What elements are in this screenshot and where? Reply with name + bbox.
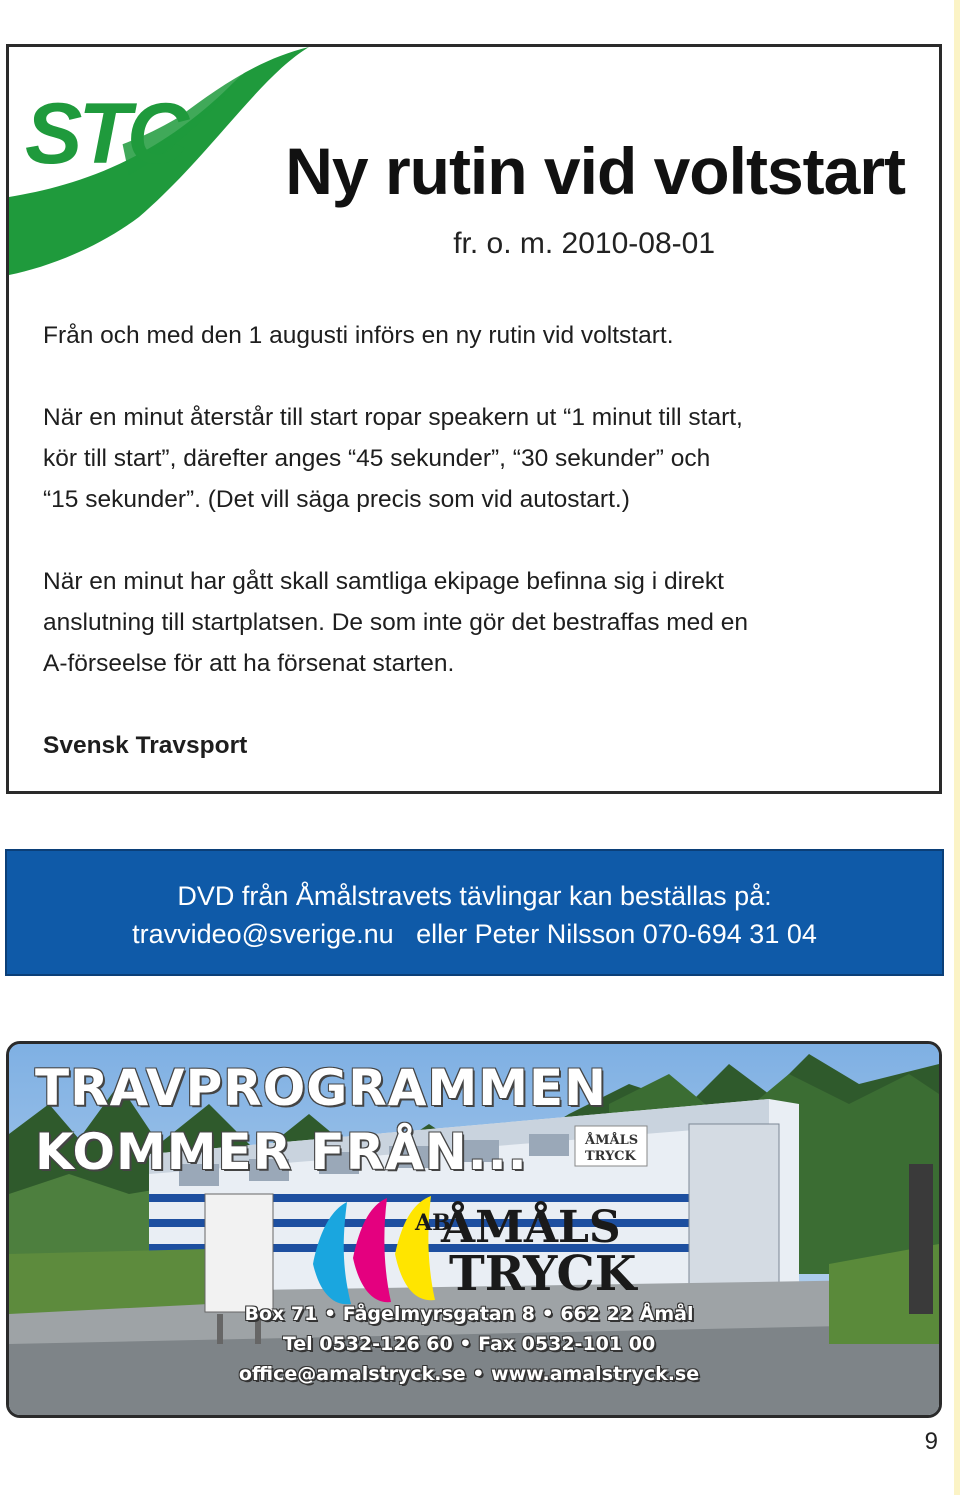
notice-body — [43, 315, 923, 766]
ad-email-web: office@amalstryck.se • www.amalstryck.se — [238, 1363, 700, 1385]
dvd-line-1: DVD från Åmålstravets tävlingar kan beställas på: — [177, 881, 772, 911]
paragraph-intro: Från och med den 1 augusti införs en ny rutin vid voltstart. — [43, 322, 674, 349]
ad-address: Box 71 • Fågelmyrsgatan 8 • 662 22 Åmål — [244, 1303, 694, 1325]
stc-logo — [9, 47, 309, 277]
signature: Svensk Travsport — [43, 732, 248, 759]
ad-contact-info — [199, 1299, 739, 1389]
paragraph-speaker: När en minut återstår till start ropar speakern ut “1 minut till start, kör till start”, därefter anges “45 sekunder”, “30 sekunder” och “15 sekunder”. (Det vill säga precis som vid autostart.) — [43, 404, 743, 513]
ad-headline-line-2: KOMMER FRÅN... — [35, 1123, 528, 1181]
dvd-line-2: travvideo@sverige.nu eller Peter Nilsson 070-694 31 04 — [132, 919, 817, 949]
ad-phone-fax: Tel 0532-126 60 • Fax 0532-101 00 — [282, 1333, 656, 1355]
printer-advert — [6, 1041, 942, 1418]
building-sign-line-1: ÅMÅLS — [585, 1133, 639, 1148]
page-number: 9 — [924, 1428, 938, 1455]
brand-prefix: AB — [415, 1210, 451, 1236]
voltstart-notice — [6, 44, 942, 794]
brand-name-line-2: TRYCK — [449, 1246, 637, 1302]
stc-logo-text: STC — [25, 86, 185, 182]
notice-title: Ny rutin vid voltstart — [285, 134, 905, 208]
notice-date: fr. o. m. 2010-08-01 — [453, 227, 715, 260]
ad-headline — [35, 1056, 607, 1184]
building-sign-line-2: TRYCK — [585, 1149, 636, 1164]
ad-headline-line-1: TRAVPROGRAMMEN — [35, 1059, 608, 1117]
page-edge-strip — [954, 0, 960, 1495]
brand-name-line-1: ÅMÅLS — [441, 1202, 621, 1253]
dvd-order-banner — [5, 849, 944, 976]
paragraph-penalty: När en minut har gått skall samtliga ekipage befinna sig i direkt anslutning till startplatsen. De som inte gör det bestraffas med en A-förseelse för att ha försenat starten. — [43, 568, 748, 677]
